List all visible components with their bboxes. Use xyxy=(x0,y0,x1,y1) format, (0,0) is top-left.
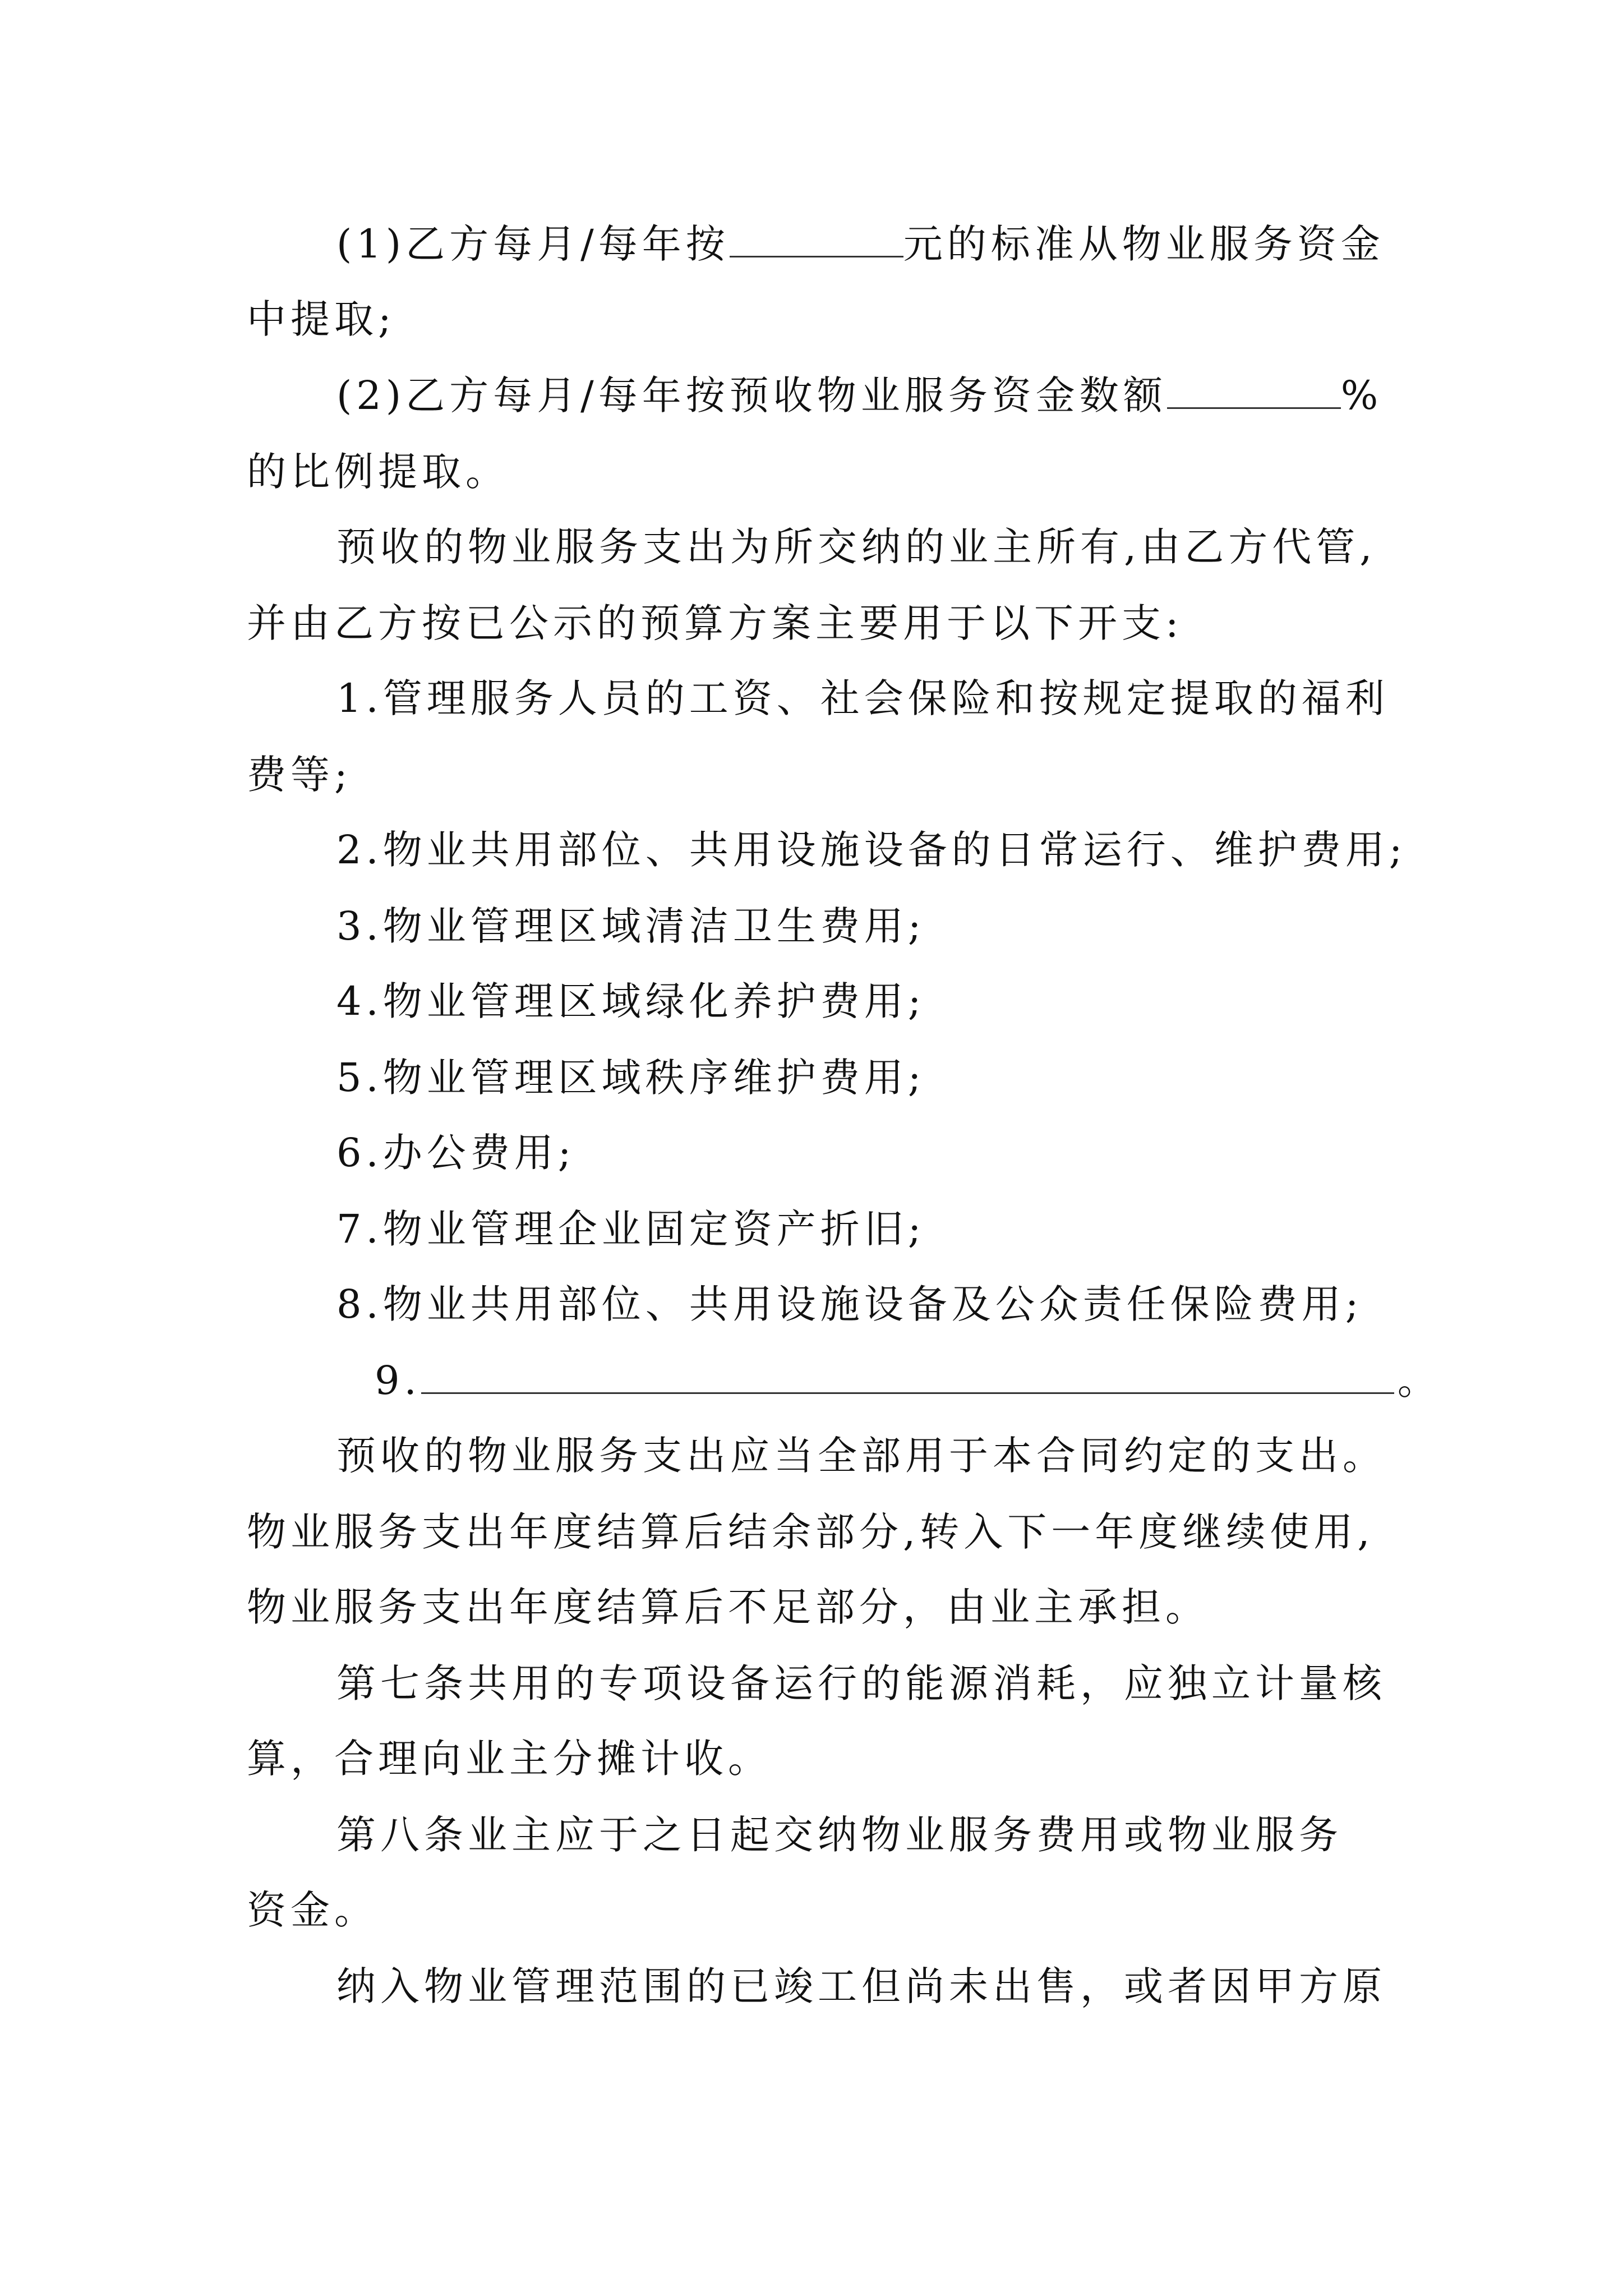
text-line: 5.物业管理区域秩序维护费用; xyxy=(336,1055,926,1101)
fill-blank-amount xyxy=(730,221,903,257)
expense-item-9 xyxy=(375,1355,1519,1406)
fill-blank-other-expense xyxy=(421,1358,1394,1394)
text-line: 第八条业主应于之日起交纳物业服务费用或物业服务 xyxy=(336,1812,1343,1858)
expense-item-8 xyxy=(336,1279,1481,1329)
text-line: 4.物业管理区域绿化养护费用; xyxy=(336,978,926,1024)
text-line: 3.物业管理区域清洁卫生费用; xyxy=(336,903,926,949)
clause-item-2-text-a: (2)乙方每月/每年按预收物业服务资金数额 xyxy=(336,372,1167,418)
text-line: 算，合理向业主分摊计收。 xyxy=(247,1736,772,1782)
text-line: 预收的物业服务支出为所交纳的业主所有,由乙方代管, xyxy=(336,524,1377,570)
article-8-continued xyxy=(247,1885,1391,1935)
text-line: 8.物业共用部位、共用设施设备及公众责任保险费用; xyxy=(336,1281,1363,1327)
paragraph-settlement xyxy=(336,1430,1481,1481)
text-line: 7.物业管理企业固定资产折旧; xyxy=(336,1206,926,1252)
paragraph-expenses-intro xyxy=(336,522,1481,572)
text-line: 资金。 xyxy=(247,1887,378,1933)
paragraph-settlement-continued xyxy=(247,1582,1391,1632)
expense-item-2 xyxy=(336,825,1481,875)
article-8 xyxy=(336,1810,1481,1860)
paragraph-unsold-property xyxy=(336,1961,1481,2012)
text-line: 6.办公费用; xyxy=(336,1130,576,1176)
text-line: 物业服务支出年度结算后不足部分，由业主承担。 xyxy=(247,1584,1209,1630)
text-line: 2.物业共用部位、共用设施设备的日常运行、维护费用; xyxy=(336,827,1407,873)
fill-blank-percent xyxy=(1167,372,1341,409)
clause-item-2 xyxy=(336,370,1481,421)
text-line: 物业服务支出年度结算后结余部分,转入下一年度继续使用, xyxy=(247,1509,1375,1555)
clause-item-1-text-a: (1)乙方每月/每年按 xyxy=(336,221,730,267)
paragraph-expenses-intro-continued xyxy=(247,598,1391,648)
article-7 xyxy=(336,1658,1481,1709)
clause-item-2-continued xyxy=(247,447,1391,497)
expense-item-5 xyxy=(336,1052,1481,1103)
paragraph-settlement-continued xyxy=(247,1507,1391,1557)
text-line: 的比例提取。 xyxy=(247,449,509,495)
clause-item-1-text-b: 元的标准从物业服务资金 xyxy=(903,221,1385,267)
expense-item-1 xyxy=(336,673,1481,724)
expense-item-1-continued xyxy=(247,749,1391,800)
text-line: 第七条共用的专项设备运行的能源消耗，应独立计量核 xyxy=(336,1660,1386,1706)
text-line: 中提取; xyxy=(247,296,396,342)
expense-item-9-number: 9. xyxy=(375,1358,421,1404)
clause-item-1-continued xyxy=(247,294,1391,344)
expense-item-6 xyxy=(336,1128,1481,1178)
clause-item-1 xyxy=(336,219,1481,269)
text-line: 费等; xyxy=(247,752,352,798)
percent-sign: % xyxy=(1340,372,1383,418)
article-7-continued xyxy=(247,1733,1391,1784)
expense-item-7 xyxy=(336,1204,1481,1254)
expense-item-3 xyxy=(336,901,1481,951)
text-line: 预收的物业服务支出应当全部用于本合同约定的支出。 xyxy=(336,1433,1386,1479)
text-line: 1.管理服务人员的工资、社会保险和按规定提取的福利 xyxy=(336,675,1389,721)
text-line: 并由乙方按已公示的预算方案主要用于以下开支: xyxy=(247,600,1183,646)
expense-item-9-end: 。 xyxy=(1397,1358,1441,1404)
expense-item-4 xyxy=(336,976,1481,1027)
text-line: 纳入物业管理范围的已竣工但尚未出售，或者因甲方原 xyxy=(336,1963,1386,2009)
